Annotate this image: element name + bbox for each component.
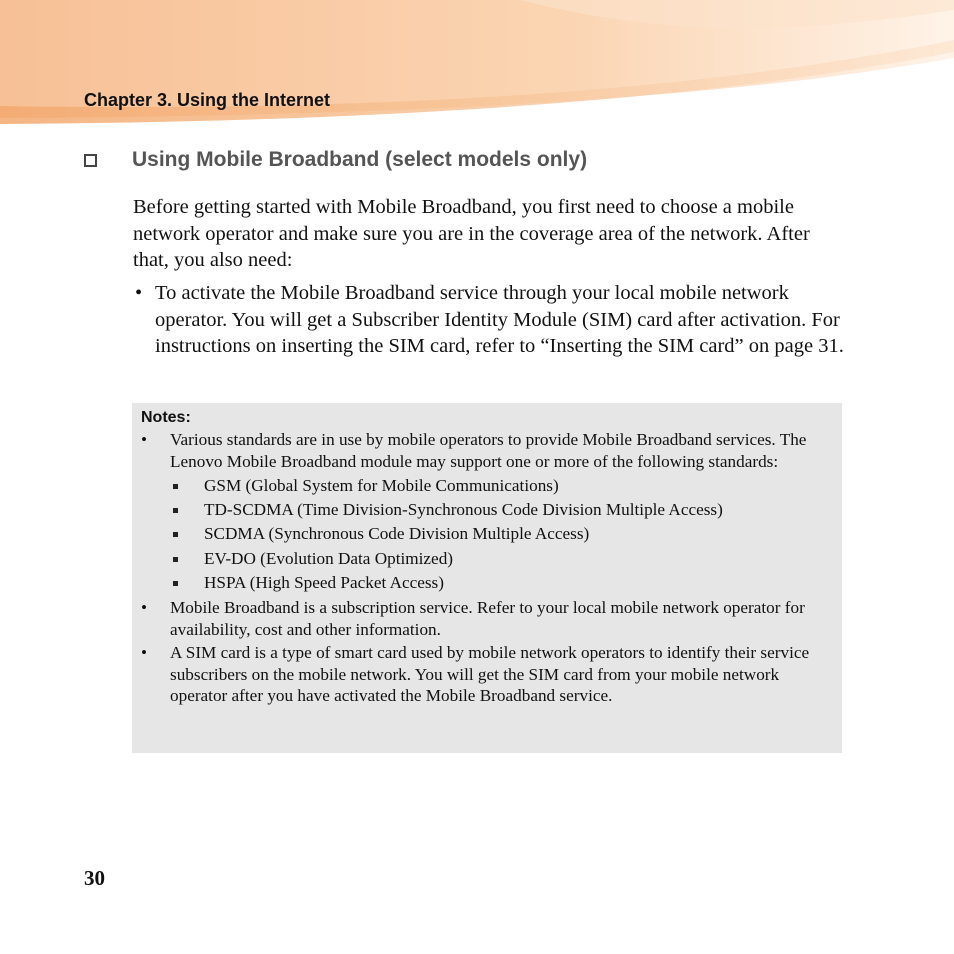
standard-item: HSPA (High Speed Packet Access): [170, 571, 832, 595]
standard-item: TD-SCDMA (Time Division-Synchronous Code Division Multiple Access): [170, 498, 832, 522]
standard-item: EV-DO (Evolution Data Optimized): [170, 547, 832, 571]
list-item: • To activate the Mobile Broadband service through your local mobile network operator. You will get a Subscriber Identity Module (SIM) card after activation. For instructions on inserting the SIM card, refer to “Inserting the SIM card” on page 31.: [133, 280, 845, 360]
square-outline-icon: [84, 154, 97, 167]
notes-title: Notes:: [141, 409, 191, 426]
note-item: • Mobile Broadband is a subscription service. Refer to your local mobile network operator for availability, cost and other information.: [141, 597, 832, 640]
intro-paragraph: Before getting started with Mobile Broadband, you first need to choose a mobile network operator and make sure you are in the coverage area of the network. After that, you also need:: [133, 196, 810, 272]
standard-item: GSM (Global System for Mobile Communications): [170, 474, 832, 498]
note-item: [141, 429, 832, 595]
section-heading-text: Using Mobile Broadband (select models only): [132, 148, 588, 171]
notes-box: [132, 403, 842, 753]
section-heading: [84, 148, 864, 172]
chapter-title: Chapter 3. Using the Internet: [84, 90, 331, 110]
page-number: 30: [84, 866, 105, 890]
standards-list: [170, 474, 832, 595]
notes-list: [141, 429, 832, 707]
note-item: • A SIM card is a type of smart card used by mobile network operators to identify their service subscribers on the mobile network. You will get the SIM card from your mobile network operator after you have activated the Mobile Broadband service.: [141, 642, 832, 707]
note-text: Various standards are in use by mobile operators to provide Mobile Broadband services. The Lenovo Mobile Broadband module may support one or more of the following standards:: [170, 430, 807, 471]
requirements-list: [133, 280, 845, 360]
standard-item: SCDMA (Synchronous Code Division Multiple Access): [170, 522, 832, 546]
